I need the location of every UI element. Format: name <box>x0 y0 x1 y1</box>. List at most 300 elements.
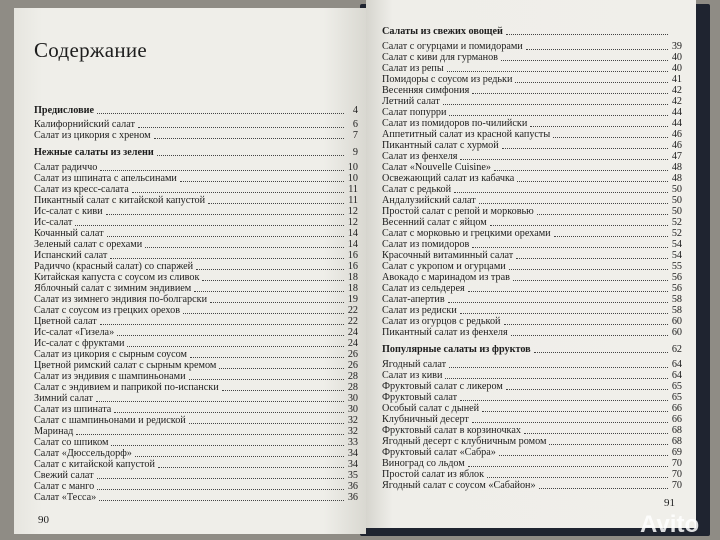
toc-entry-title: Фруктовый салат в корзиночках <box>382 425 521 436</box>
toc-entry-title: Простой салат из яблок <box>382 469 485 480</box>
toc-entry-page: 70 <box>671 469 682 480</box>
toc-entry <box>34 294 358 305</box>
toc-list-right <box>382 26 682 491</box>
dot-leader <box>97 478 344 479</box>
toc-entry-page: 32 <box>347 415 358 426</box>
toc-entry-page: 65 <box>671 381 682 392</box>
dot-leader <box>448 302 668 303</box>
toc-entry-page: 28 <box>347 371 358 382</box>
dot-leader <box>114 412 344 413</box>
page-number: 90 <box>38 514 49 526</box>
left-page <box>14 8 366 534</box>
toc-entry-title: Аппетитный салат из красной капусты <box>382 129 551 140</box>
dot-leader <box>99 500 344 501</box>
toc-entry-page: 35 <box>347 470 358 481</box>
right-page <box>366 0 696 528</box>
toc-entry-title: Красочный витаминный салат <box>382 250 514 261</box>
toc-entry-page: 33 <box>347 437 358 448</box>
dot-leader <box>449 367 668 368</box>
dot-leader <box>472 93 668 94</box>
toc-entry-page: 42 <box>671 85 682 96</box>
dot-leader <box>526 49 668 50</box>
toc-section-heading <box>382 26 682 37</box>
toc-entry-title: Салат из эндивия с шампиньонами <box>34 371 186 382</box>
toc-entry-page: 11 <box>348 195 358 206</box>
dot-leader <box>504 324 669 325</box>
toc-entry <box>382 370 682 381</box>
toc-entry-page: 18 <box>347 272 358 283</box>
toc-entry-title: Ис-салат с фруктами <box>34 338 125 349</box>
toc-entry <box>382 162 682 173</box>
toc-entry-page: 19 <box>347 294 358 305</box>
toc-entry-page: 58 <box>671 305 682 316</box>
toc-entry-title: Салат из шпината с апельсинами <box>34 173 177 184</box>
toc-entry <box>34 459 358 470</box>
toc-entry-title: Ис-салат «Гизела» <box>34 327 115 338</box>
toc-entry <box>382 74 682 85</box>
toc-entry <box>382 458 682 469</box>
dot-leader <box>502 148 668 149</box>
toc-entry-title: Авокадо с маринадом из трав <box>382 272 510 283</box>
dot-leader <box>549 444 668 445</box>
toc-entry-page: 7 <box>352 130 358 141</box>
toc-entry <box>34 272 358 283</box>
toc-entry-page: 12 <box>347 206 358 217</box>
dot-leader <box>222 390 344 391</box>
toc-entry-title: Салат «Дюссельдорф» <box>34 448 132 459</box>
toc-entry-title: Весенний салат с яйцом <box>382 217 487 228</box>
dot-leader <box>537 214 668 215</box>
toc-entry <box>34 349 358 360</box>
toc-entry-page: 60 <box>671 316 682 327</box>
toc-entry <box>34 261 358 272</box>
toc-entry-title: Радиччо (красный салат) со спаржей <box>34 261 194 272</box>
toc-section-heading <box>34 147 358 158</box>
toc-entry-title: Виноград со льдом <box>382 458 465 469</box>
toc-entry-title: Фруктовый салат «Сабра» <box>382 447 496 458</box>
toc-entry-title: Салат с морковью и грецкими орехами <box>382 228 551 239</box>
dot-leader <box>554 236 668 237</box>
toc-entry <box>382 392 682 403</box>
dot-leader <box>194 291 344 292</box>
toc-entry-title: Салат из фенхеля <box>382 151 458 162</box>
toc-entry-title: Цветной римский салат с сырным кремом <box>34 360 217 371</box>
toc-entry-page: 36 <box>347 492 358 503</box>
dot-leader <box>487 477 668 478</box>
toc-entry-title: Простой салат с репой и морковью <box>382 206 534 217</box>
toc-entry <box>34 283 358 294</box>
toc-entry-title: Салат из цикория с сырным соусом <box>34 349 187 360</box>
toc-entry-page: 40 <box>671 63 682 74</box>
dot-leader <box>482 411 668 412</box>
dot-leader <box>445 378 668 379</box>
dot-leader <box>190 357 344 358</box>
toc-entry-page: 30 <box>347 393 358 404</box>
toc-entry-title: Салат с шампиньонами и редиской <box>34 415 186 426</box>
toc-entry-title: Ис-салат <box>34 217 73 228</box>
toc-entry <box>382 63 682 74</box>
toc-entry-title: Летний салат <box>382 96 440 107</box>
toc-entry <box>382 272 682 283</box>
toc-entry <box>34 448 358 459</box>
toc-entry-title: Зеленый салат с орехами <box>34 239 143 250</box>
toc-entry-title: Фруктовый салат с ликером <box>382 381 503 392</box>
toc-entry-page: 4 <box>352 105 358 116</box>
toc-entry-page: 55 <box>671 261 682 272</box>
dot-leader <box>447 71 668 72</box>
toc-entry <box>382 41 682 52</box>
toc-entry <box>34 217 358 228</box>
toc-entry-page: 66 <box>671 414 682 425</box>
dot-leader <box>96 401 344 402</box>
toc-entry-page: 40 <box>671 52 682 63</box>
toc-list-left <box>34 105 358 503</box>
dot-leader <box>460 313 668 314</box>
toc-entry-title: Салат с соусом из грецких орехов <box>34 305 181 316</box>
toc-entry-title: Освежающий салат из кабачка <box>382 173 515 184</box>
toc-entry-page: 50 <box>671 206 682 217</box>
toc-entry-page: 11 <box>348 184 358 195</box>
avito-watermark: Avito <box>640 511 700 538</box>
toc-entry <box>34 481 358 492</box>
toc-entry-page: 66 <box>671 403 682 414</box>
dot-leader <box>534 352 668 353</box>
toc-entry-page: 12 <box>347 217 358 228</box>
toc-entry-page: 18 <box>347 283 358 294</box>
toc-entry <box>382 250 682 261</box>
toc-entry-title: Зимний салат <box>34 393 93 404</box>
toc-entry-title: Салат из редиски <box>382 305 457 316</box>
toc-entry <box>382 294 682 305</box>
toc-entry <box>382 195 682 206</box>
toc-entry-title: Салат из шпината <box>34 404 112 415</box>
dot-leader <box>97 113 344 114</box>
dot-leader <box>530 126 668 127</box>
dot-leader <box>208 203 344 204</box>
dot-leader <box>472 247 668 248</box>
toc-entry-page: 26 <box>347 360 358 371</box>
toc-entry-title: Пикантный салат с хурмой <box>382 140 499 151</box>
toc-entry <box>382 184 682 195</box>
toc-entry-title: Маринад <box>34 426 74 437</box>
toc-entry-title: Предисловие <box>34 105 94 116</box>
toc-entry-title: Ягодный салат <box>382 359 447 370</box>
dot-leader <box>111 445 344 446</box>
toc-entry-page: 64 <box>671 370 682 381</box>
toc-entry-page: 24 <box>347 338 358 349</box>
toc-entry-title: Салат со шпиком <box>34 437 109 448</box>
toc-entry-page: 14 <box>347 228 358 239</box>
dot-leader <box>468 466 668 467</box>
toc-entry-title: Салат из цикория с хреном <box>34 130 151 141</box>
dot-leader <box>506 389 668 390</box>
dot-leader <box>501 60 668 61</box>
toc-entry <box>382 129 682 140</box>
toc-entry-page: 9 <box>352 147 358 158</box>
toc-entry <box>34 382 358 393</box>
toc-entry-title: Цветной салат <box>34 316 97 327</box>
toc-entry-title: Особый салат с дыней <box>382 403 480 414</box>
toc-entry-page: 22 <box>347 305 358 316</box>
toc-entry-page: 36 <box>347 481 358 492</box>
dot-leader <box>479 203 668 204</box>
toc-entry-page: 16 <box>347 250 358 261</box>
dot-leader <box>196 269 344 270</box>
toc-entry-title: Салат из огурцов с редькой <box>382 316 501 327</box>
toc-entry-page: 68 <box>671 436 682 447</box>
toc-entry-page: 64 <box>671 359 682 370</box>
dot-leader <box>454 192 668 193</box>
dot-leader <box>189 379 344 380</box>
dot-leader <box>135 456 344 457</box>
toc-entry <box>382 107 682 118</box>
toc-entry-page: 28 <box>347 382 358 393</box>
toc-entry-page: 70 <box>671 458 682 469</box>
toc-entry <box>34 305 358 316</box>
toc-entry-page: 52 <box>671 228 682 239</box>
toc-entry-title: Салат «Nouvelle Cuisine» <box>382 162 491 173</box>
toc-entry <box>34 316 358 327</box>
toc-entry <box>382 151 682 162</box>
dot-leader <box>460 159 668 160</box>
toc-entry-title: Салат из помидоров <box>382 239 470 250</box>
toc-entry-title: Калифорнийский салат <box>34 119 135 130</box>
toc-entry-page: 58 <box>671 294 682 305</box>
dot-leader <box>145 247 344 248</box>
toc-entry <box>34 173 358 184</box>
dot-leader <box>183 313 344 314</box>
toc-entry <box>382 118 682 129</box>
toc-entry <box>34 162 358 173</box>
dot-leader <box>100 324 344 325</box>
toc-entry-page: 44 <box>671 107 682 118</box>
toc-entry-title: Фруктовый салат <box>382 392 458 403</box>
toc-entry-page: 10 <box>347 162 358 173</box>
dot-leader <box>107 236 344 237</box>
dot-leader <box>110 258 344 259</box>
dot-leader <box>499 455 668 456</box>
dot-leader <box>138 127 344 128</box>
toc-entry-page: 16 <box>347 261 358 272</box>
toc-entry <box>382 425 682 436</box>
toc-entry <box>34 119 358 130</box>
dot-leader <box>132 192 344 193</box>
dot-leader <box>76 434 344 435</box>
toc-entry-page: 68 <box>671 425 682 436</box>
toc-entry <box>34 327 358 338</box>
toc-entry-title: Салат из кресс-салата <box>34 184 129 195</box>
toc-entry-page: 69 <box>671 447 682 458</box>
dot-leader <box>443 104 668 105</box>
toc-entry-page: 50 <box>671 195 682 206</box>
toc-entry <box>34 492 358 503</box>
dot-leader <box>539 488 668 489</box>
toc-entry-title: Ягодный десерт с клубничным ромом <box>382 436 547 447</box>
toc-entry-title: Клубничный десерт <box>382 414 469 425</box>
dot-leader <box>517 181 668 182</box>
toc-entry <box>34 371 358 382</box>
toc-entry-page: 56 <box>671 272 682 283</box>
dot-leader <box>490 225 668 226</box>
toc-entry <box>34 250 358 261</box>
toc-entry <box>34 415 358 426</box>
toc-entry-page: 60 <box>671 327 682 338</box>
toc-section-heading <box>34 105 358 116</box>
toc-entry <box>382 305 682 316</box>
toc-entry <box>382 403 682 414</box>
toc-entry-page: 44 <box>671 118 682 129</box>
toc-entry <box>34 393 358 404</box>
toc-entry-page: 50 <box>671 184 682 195</box>
dot-leader <box>468 291 668 292</box>
dot-leader <box>516 258 668 259</box>
toc-entry <box>34 426 358 437</box>
toc-entry <box>382 414 682 425</box>
toc-entry <box>34 206 358 217</box>
toc-entry <box>382 206 682 217</box>
dot-leader <box>158 467 344 468</box>
toc-entry <box>34 184 358 195</box>
toc-entry-title: Ис-салат с киви <box>34 206 103 217</box>
toc-entry-title: Яблочный салат с зимним эндивием <box>34 283 192 294</box>
toc-entry-title: Испанский салат <box>34 250 108 261</box>
toc-entry-title: Салат «Тесса» <box>34 492 97 503</box>
dot-leader <box>449 115 668 116</box>
toc-entry <box>382 283 682 294</box>
toc-entry <box>382 469 682 480</box>
dot-leader <box>472 422 668 423</box>
toc-entry <box>382 217 682 228</box>
dot-leader <box>127 346 344 347</box>
toc-entry-title: Салаты из свежих овощей <box>382 26 503 37</box>
dot-leader <box>509 269 668 270</box>
toc-entry-title: Нежные салаты из зелени <box>34 147 154 158</box>
toc-entry <box>382 173 682 184</box>
toc-entry-page: 48 <box>671 173 682 184</box>
dot-leader <box>460 400 668 401</box>
toc-entry-page: 62 <box>671 344 682 355</box>
toc-entry-title: Китайская капуста с соусом из сливок <box>34 272 200 283</box>
toc-entry-page: 46 <box>671 129 682 140</box>
dot-leader <box>494 170 668 171</box>
toc-entry <box>34 360 358 371</box>
toc-entry-page: 65 <box>671 392 682 403</box>
dot-leader <box>97 489 344 490</box>
dot-leader <box>157 155 344 156</box>
toc-entry-page: 32 <box>347 426 358 437</box>
toc-entry-title: Салат с укропом и огурцами <box>382 261 506 272</box>
toc-entry-page: 30 <box>347 404 358 415</box>
dot-leader <box>180 181 344 182</box>
toc-entry <box>382 316 682 327</box>
toc-entry-title: Ягодный салат с соусом «Сабайон» <box>382 480 536 491</box>
toc-entry-title: Салат радиччо <box>34 162 98 173</box>
toc-section-heading <box>382 344 682 355</box>
toc-entry-title: Помидоры с соусом из редьки <box>382 74 513 85</box>
toc-entry <box>382 436 682 447</box>
toc-entry-page: 52 <box>671 217 682 228</box>
toc-entry-title: Салат с киви для гурманов <box>382 52 498 63</box>
toc-entry <box>34 130 358 141</box>
toc-entry-page: 41 <box>671 74 682 85</box>
dot-leader <box>553 137 668 138</box>
page-title: Содержание <box>34 38 148 62</box>
dot-leader <box>202 280 344 281</box>
dot-leader <box>117 335 344 336</box>
toc-entry-title: Салат из репы <box>382 63 444 74</box>
dot-leader <box>210 302 344 303</box>
toc-entry <box>382 52 682 63</box>
dot-leader <box>106 214 344 215</box>
toc-entry-page: 54 <box>671 250 682 261</box>
toc-entry <box>34 195 358 206</box>
toc-entry-title: Салат с эндивием и паприкой по-испански <box>34 382 219 393</box>
toc-entry-page: 26 <box>347 349 358 360</box>
toc-entry <box>382 480 682 491</box>
toc-entry-title: Салат с редькой <box>382 184 452 195</box>
toc-entry-page: 10 <box>347 173 358 184</box>
dot-leader <box>154 138 344 139</box>
toc-entry <box>382 140 682 151</box>
toc-entry-page: 14 <box>347 239 358 250</box>
toc-entry-title: Пикантный салат с китайской капустой <box>34 195 206 206</box>
toc-entry-title: Пикантный салат из фенхеля <box>382 327 508 338</box>
toc-entry-title: Свежий салат <box>34 470 94 481</box>
toc-entry <box>382 359 682 370</box>
dot-leader <box>75 225 344 226</box>
toc-entry-title: Кочанный салат <box>34 228 104 239</box>
toc-entry-title: Салат-апертив <box>382 294 445 305</box>
toc-entry <box>382 239 682 250</box>
toc-entry-title: Андалузийский салат <box>382 195 476 206</box>
dot-leader <box>524 433 668 434</box>
toc-entry <box>382 228 682 239</box>
toc-entry-title: Салат с китайской капустой <box>34 459 155 470</box>
toc-entry <box>34 228 358 239</box>
toc-entry-title: Салат из сельдерея <box>382 283 465 294</box>
toc-entry-page: 47 <box>671 151 682 162</box>
toc-entry-page: 34 <box>347 448 358 459</box>
dot-leader <box>513 280 668 281</box>
toc-entry <box>382 85 682 96</box>
toc-entry-title: Популярные салаты из фруктов <box>382 344 531 355</box>
page-number: 91 <box>664 497 675 509</box>
dot-leader <box>100 170 344 171</box>
toc-entry-title: Салат из помидоров по-чилийски <box>382 118 528 129</box>
dot-leader <box>511 335 668 336</box>
toc-entry-page: 39 <box>671 41 682 52</box>
toc-entry <box>382 447 682 458</box>
toc-entry-page: 48 <box>671 162 682 173</box>
toc-entry-title: Салат с манго <box>34 481 95 492</box>
dot-leader <box>189 423 344 424</box>
toc-entry <box>34 338 358 349</box>
dot-leader <box>506 34 668 35</box>
toc-entry <box>382 96 682 107</box>
toc-entry-page: 22 <box>347 316 358 327</box>
toc-entry <box>34 239 358 250</box>
toc-entry <box>34 437 358 448</box>
dot-leader <box>515 82 668 83</box>
toc-entry-title: Салат попурри <box>382 107 447 118</box>
toc-entry-title: Салат из зимнего эндивия по-болгарски <box>34 294 208 305</box>
toc-entry-page: 34 <box>347 459 358 470</box>
toc-entry-page: 56 <box>671 283 682 294</box>
toc-entry-page: 42 <box>671 96 682 107</box>
toc-entry-page: 24 <box>347 327 358 338</box>
toc-entry-page: 6 <box>352 119 358 130</box>
toc-entry <box>34 404 358 415</box>
